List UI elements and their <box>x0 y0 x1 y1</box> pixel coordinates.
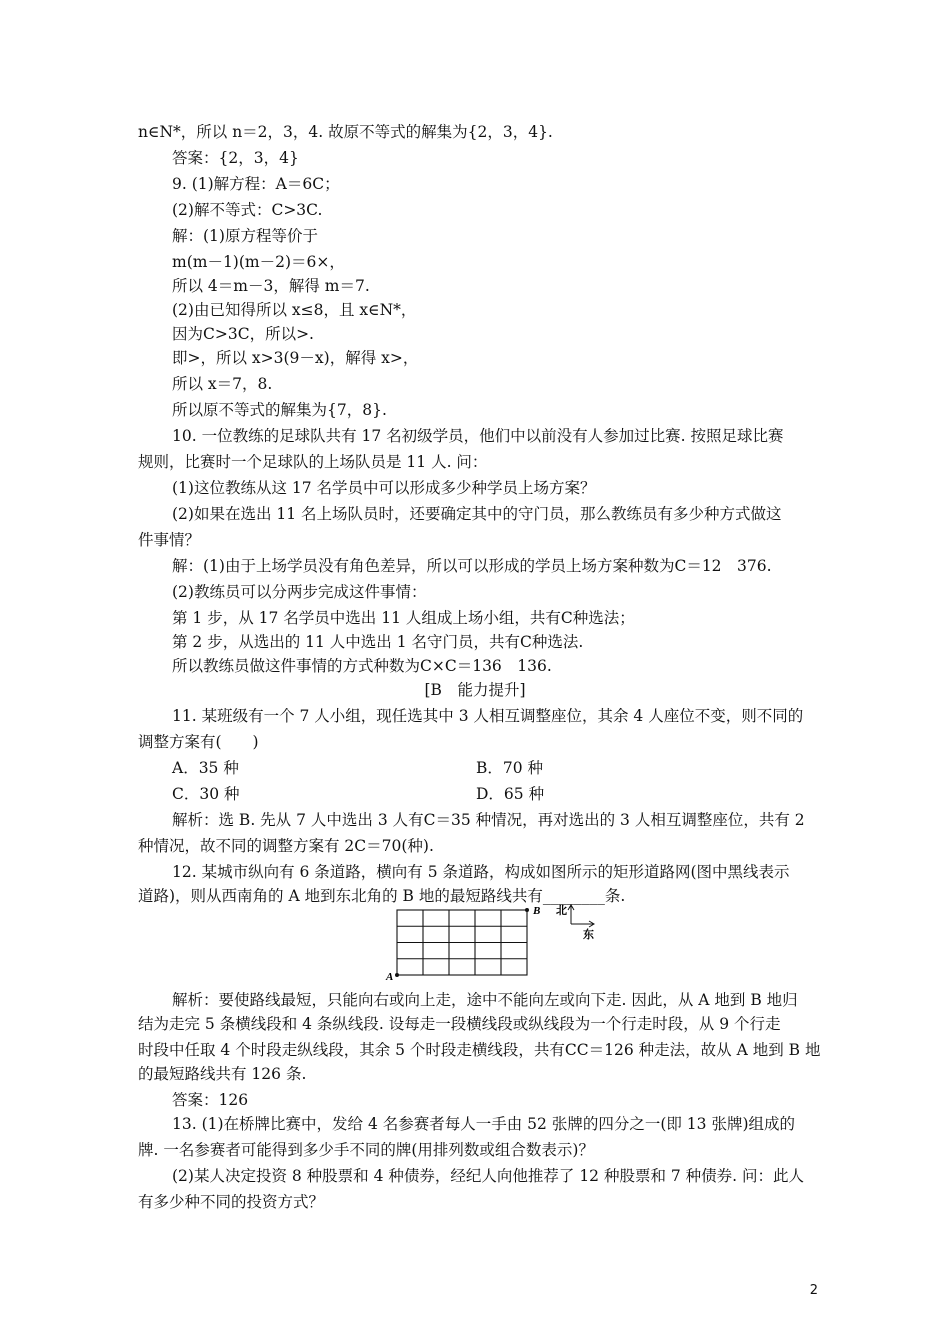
text-line: 调整方案有( ) <box>138 733 259 751</box>
text-line: 所以教练员做这件事情的方式种数为C×C＝136 136. <box>172 657 552 675</box>
text-line: 的最短路线共有 126 条. <box>138 1065 307 1083</box>
text-line: 种情况，故不同的调整方案有 2C＝70(种). <box>138 837 434 855</box>
north-label: 北 <box>556 904 567 917</box>
text-line: 解析：选 B. 先从 7 人中选出 3 人有C＝35 种情况，再对选出的 3 人相互调整座位，共有 2 <box>172 811 805 829</box>
road-grid <box>397 910 527 975</box>
problem-9-title: 9. (1)解方程：A＝6C； <box>172 175 340 193</box>
compass-arrows <box>568 905 594 927</box>
problem-13-title: 13. (1)在桥牌比赛中，发给 4 名参赛者每人一手由 52 张牌的四分之一(即 13 张牌)组成的 <box>172 1115 795 1133</box>
text-line: 解析：要使路线最短，只能向右或向上走，途中不能向左或向下走. 因此，从 A 地到 B 地归 <box>172 991 798 1009</box>
text-line: 因为C>3C，所以>. <box>172 325 314 343</box>
text-line: 结为走完 5 条横线段和 4 条纵线段. 设每走一段横线段或纵线段为一个行走时段，从 9 个行走 <box>138 1015 781 1033</box>
text-line: (2)由已知得所以 x≤8，且 x∈N*， <box>172 301 417 319</box>
answer-line: 答案：126 <box>172 1091 249 1109</box>
point-a-dot <box>395 973 399 977</box>
text-line: 第 2 步，从选出的 11 人中选出 1 名守门员，共有C种选法. <box>172 633 584 651</box>
text-line: 解：(1)由于上场学员没有角色差异，所以可以形成的学员上场方案种数为C＝12 376. <box>172 557 772 575</box>
text-line: (2)如果在选出 11 名上场队员时，还要确定其中的守门员，那么教练员有多少种方式做这 <box>172 505 782 523</box>
section-heading: [B 能力提升] <box>424 681 526 699</box>
option-c: C．30 种 <box>172 785 240 803</box>
problem-11-title: 11. 某班级有一个 7 人小组，现任选其中 3 人相互调整座位，其余 4 人座位不变，则不同的 <box>172 707 804 725</box>
text-line: 有多少种不同的投资方式？ <box>138 1193 325 1211</box>
label-b: B <box>533 905 541 917</box>
text-line: (2)解不等式：C>3C. <box>172 201 323 219</box>
text-line: 件事情？ <box>138 531 201 549</box>
answer-line: 答案：{2，3，4} <box>172 149 299 167</box>
text-line: 第 1 步，从 17 名学员中选出 11 人组成上场小组，共有C种选法； <box>172 609 635 627</box>
text-line: 时段中任取 4 个时段走纵线段，其余 5 个时段走横线段，共有CC＝126 种走法，故从 A 地到 B 地 <box>138 1041 821 1059</box>
text-line: n∈N*，所以 n＝2，3，4. 故原不等式的解集为{2，3，4}. <box>138 123 553 141</box>
label-a: A <box>386 971 394 982</box>
option-b: B．70 种 <box>476 759 544 777</box>
text-line: (2)教练员可以分两步完成这件事情： <box>172 583 427 601</box>
text-line: 所以 x＝7，8. <box>172 375 273 393</box>
option-a: A．35 种 <box>172 759 239 777</box>
problem-10-title: 10. 一位教练的足球队共有 17 名初级学员，他们中以前没有人参加过比赛. 按照足球比赛 <box>172 427 784 445</box>
text-line: m(m－1)(m－2)＝6×， <box>172 253 345 271</box>
text-line: (1)这位教练从这 17 名学员中可以形成多少种学员上场方案？ <box>172 479 596 497</box>
road-grid-figure <box>380 902 610 982</box>
text-line: 牌. 一名参赛者可能得到多少手不同的牌(用排列数或组合数表示)？ <box>138 1141 594 1159</box>
text-line: 即>，所以 x>3(9－x)，解得 x>， <box>172 349 419 367</box>
point-b-dot <box>525 908 529 912</box>
problem-12-title: 12. 某城市纵向有 6 条道路，横向有 5 条道路，构成如图所示的矩形道路网(图中黑线表示 <box>172 863 790 881</box>
text-line: 所以原不等式的解集为{7，8}. <box>172 401 387 419</box>
text-line: 规则，比赛时一个足球队的上场队员是 11 人. 问： <box>138 453 488 471</box>
east-label: 东 <box>583 928 594 941</box>
text-line: 道路)，则从西南角的 A 地到东北角的 B 地的最短路线共有________条. <box>138 887 626 905</box>
page-number: 2 <box>809 1283 818 1298</box>
option-d: D．65 种 <box>476 785 545 803</box>
text-line: 所以 4＝m－3，解得 m＝7. <box>172 277 370 295</box>
text-line: (2)某人决定投资 8 种股票和 4 种债券，经纪人向他推荐了 12 种股票和 7 种债券. 问：此人 <box>172 1167 805 1185</box>
text-line: 解：(1)原方程等价于 <box>172 227 318 245</box>
